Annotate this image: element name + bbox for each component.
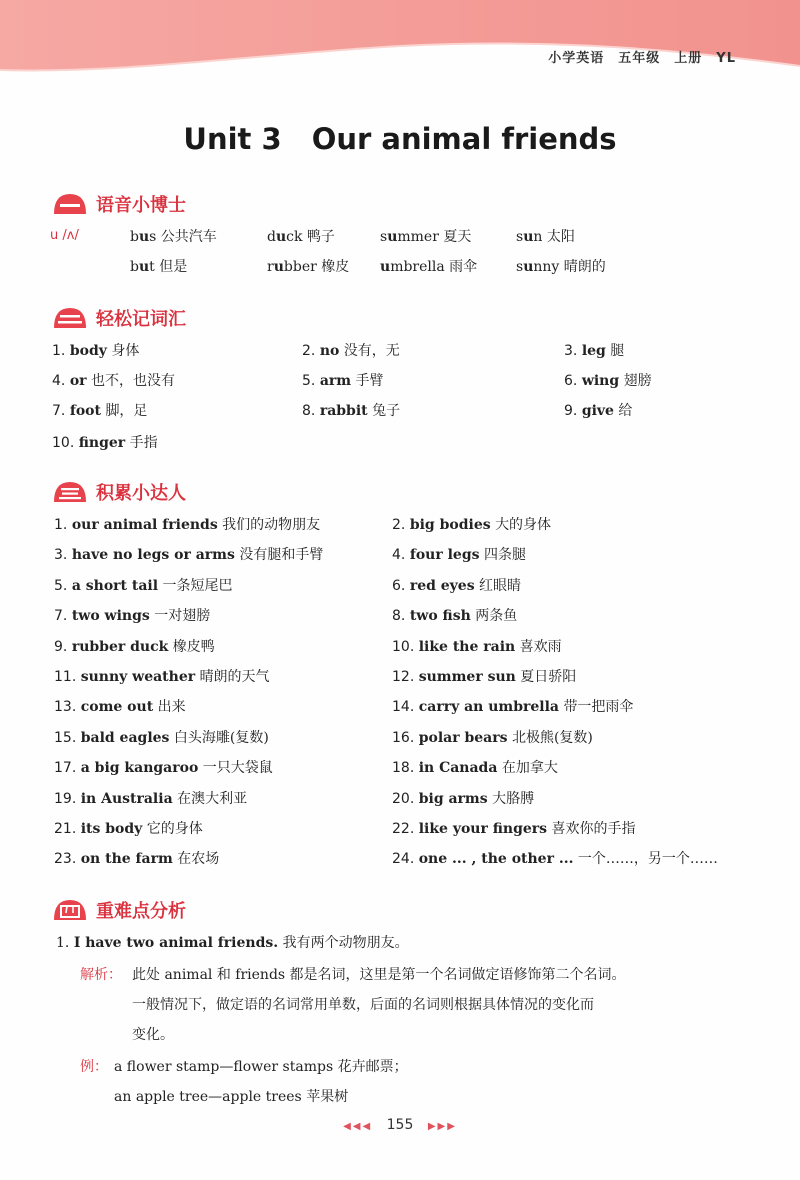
phonics-word: summer 夏天 — [380, 229, 472, 245]
phonics-word: umbrella 雨伞 — [380, 259, 478, 275]
phonics-word: but 但是 — [130, 259, 188, 275]
phrase-item: 9. rubber duck 橡皮鸭 — [54, 638, 215, 655]
explain-line: 变化。 — [132, 1027, 174, 1043]
section-4-title: 重难点分析 — [96, 901, 186, 922]
phrase-item: 13. come out 出来 — [54, 699, 186, 716]
phrase-item: 23. on the farm 在农场 — [54, 851, 220, 868]
header-info — [534, 47, 736, 66]
section-1-title: 语音小博士 — [96, 195, 186, 216]
unit-title — [0, 122, 800, 156]
section-badge-icon — [50, 192, 90, 216]
left-arrows-icon: ◀◀◀ — [343, 1121, 373, 1132]
phrase-item: 12. summer sun 夏日骄阳 — [392, 669, 577, 685]
page-footer — [0, 1117, 800, 1133]
phrase-item: 22. like your fingers 喜欢你的手指 — [392, 821, 636, 837]
phonics-word: rubber 橡皮 — [267, 259, 350, 275]
vocab-item: 2. no 没有，无 — [302, 343, 400, 359]
header-band — [0, 0, 800, 80]
vocab-item: 6. wing 翅膀 — [564, 373, 652, 389]
phonics-word: sun 太阳 — [516, 229, 575, 245]
example-line: a flower stamp—flower stamps 花卉邮票； — [114, 1059, 408, 1075]
section-2-title: 轻松记词汇 — [96, 309, 186, 330]
vocab-item: 3. leg 腿 — [564, 343, 625, 359]
example-label: 例： — [80, 1059, 108, 1075]
phrase-item: 11. sunny weather 晴朗的天气 — [54, 669, 270, 685]
analysis-item — [56, 932, 409, 952]
vocab-item: 8. rabbit 兔子 — [302, 403, 401, 419]
phonics-word: duck 鸭子 — [267, 229, 335, 245]
phrase-item: 19. in Australia 在澳大利亚 — [54, 790, 248, 807]
header-subject: 小学英语 — [548, 51, 605, 66]
vocab-item: 5. arm 手臂 — [302, 373, 384, 389]
phonics-block — [50, 222, 750, 282]
vocab-item: 9. give 给 — [564, 403, 633, 419]
section-3-heading — [50, 478, 186, 506]
page-number: 155 — [386, 1117, 414, 1133]
phrase-item: 14. carry an umbrella 带一把雨伞 — [392, 699, 634, 716]
phonics-word: sunny 晴朗的 — [516, 259, 606, 275]
explain-label: 解析： — [80, 967, 122, 983]
section-4-heading — [50, 896, 186, 924]
vocab-item: 10. finger 手指 — [52, 435, 158, 451]
section-2-heading — [50, 304, 186, 332]
phrase-item: 8. two fish 两条鱼 — [392, 608, 518, 625]
phrase-item: 6. red eyes 红眼睛 — [392, 577, 522, 594]
section-3-title: 积累小达人 — [96, 483, 186, 504]
phonics-label: u /ʌ/ — [50, 228, 79, 243]
phrase-item: 3. have no legs or arms 没有腿和手臂 — [54, 547, 324, 564]
vocab-item: 4. or 也不，也没有 — [52, 373, 175, 389]
phrase-item: 4. four legs 四条腿 — [392, 547, 526, 564]
phrase-item: 20. big arms 大胳膊 — [392, 790, 535, 807]
explain-line: 一般情况下，做定语的名词常用单数，后面的名词则根据具体情况的变化而 — [132, 997, 594, 1013]
phrase-item: 18. in Canada 在加拿大 — [392, 760, 558, 777]
phrase-item: 17. a big kangaroo 一只大袋鼠 — [54, 760, 273, 777]
header-grade: 五年级 — [618, 51, 661, 66]
unit-number: Unit 3 — [183, 122, 282, 156]
phrase-item: 10. like the rain 喜欢雨 — [392, 638, 562, 655]
analysis-item-english: I have two animal friends. — [73, 935, 279, 951]
phrase-item: 21. its body 它的身体 — [54, 821, 203, 837]
header-edition: YL — [716, 51, 736, 66]
section-1-heading — [50, 190, 186, 218]
section-badge-icon — [50, 898, 90, 922]
phrase-item: 24. one ... , the other ... 一个……，另一个…… — [392, 851, 718, 868]
vocab-item: 1. body 身体 — [52, 343, 140, 359]
phrase-item: 16. polar bears 北极熊(复数) — [392, 729, 593, 746]
example-line: an apple tree—apple trees 苹果树 — [114, 1089, 349, 1105]
explain-line: 此处 animal 和 friends 都是名词，这里是第一个名词做定语修饰第二个名词。 — [132, 967, 626, 983]
phrase-item: 1. our animal friends 我们的动物朋友 — [54, 517, 321, 533]
unit-name: Our animal friends — [311, 122, 617, 156]
phrase-item: 2. big bodies 大的身体 — [392, 517, 552, 533]
analysis-item-chinese: 我有两个动物朋友。 — [282, 935, 409, 951]
right-arrows-icon: ▶▶▶ — [427, 1121, 457, 1132]
header-volume: 上册 — [674, 51, 703, 66]
phrase-item: 5. a short tail 一条短尾巴 — [54, 577, 233, 594]
section-badge-icon — [50, 306, 90, 330]
analysis-item-num: 1. — [56, 935, 70, 951]
phrase-item: 7. two wings 一对翅膀 — [54, 608, 211, 625]
section-badge-icon — [50, 480, 90, 504]
vocab-item: 7. foot 脚，足 — [52, 403, 148, 419]
phonics-word: bus 公共汽车 — [130, 229, 217, 245]
phrase-item: 15. bald eagles 白头海雕(复数) — [54, 729, 269, 746]
